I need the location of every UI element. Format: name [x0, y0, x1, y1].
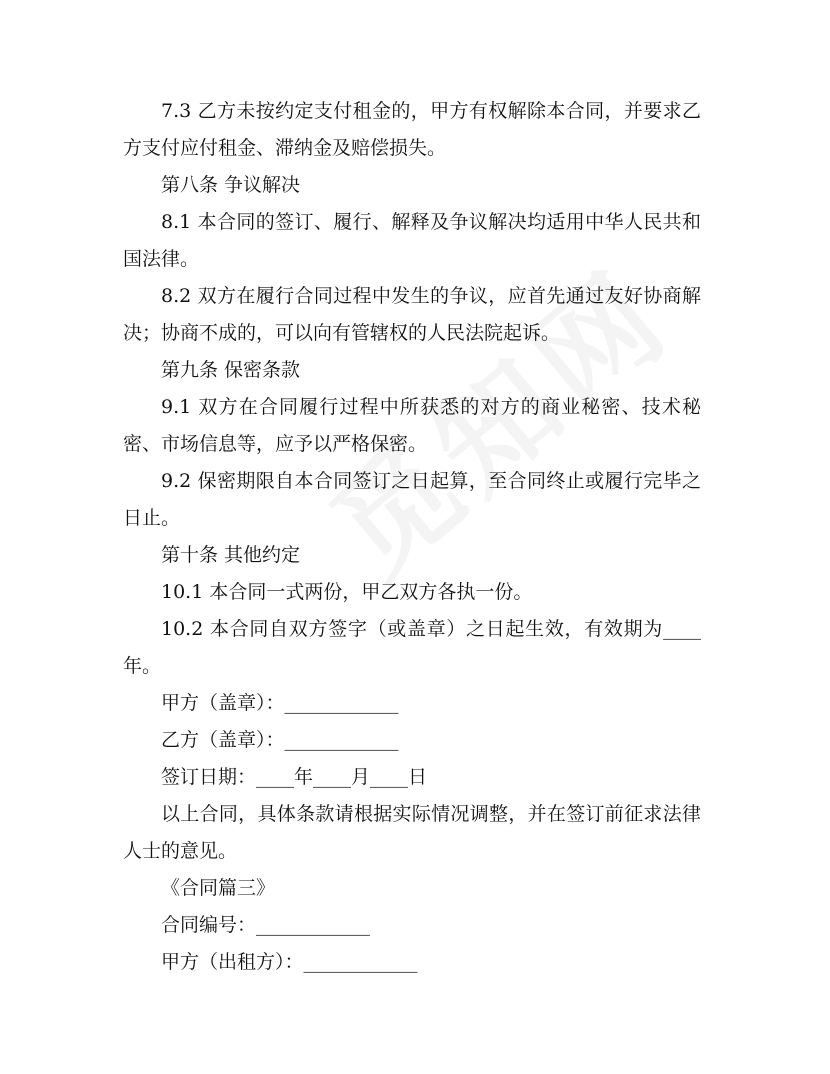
signing-date-line: 签订日期：____年____月____日	[161, 766, 428, 788]
article-8-heading: 第八条 争议解决	[161, 174, 301, 196]
lessor-line: 甲方（出租方）：____________	[161, 951, 418, 973]
document-body	[123, 93, 701, 981]
party-a-seal-line: 甲方（盖章）：____________	[161, 692, 399, 714]
clause-10-2: 10.2 本合同自双方签字（或盖章）之日起生效，有效期为____年。	[123, 618, 701, 677]
closing-note: 以上合同，具体条款请根据实际情况调整，并在签订前征求法律人士的意见。	[123, 803, 701, 862]
section-title-contract-3: 《合同篇三》	[161, 877, 276, 899]
clause-8-2: 8.2 双方在履行合同过程中发生的争议，应首先通过友好协商解决；协商不成的，可以向有管辖权的人民法院起诉。	[123, 285, 701, 344]
article-10-heading: 第十条 其他约定	[161, 544, 301, 566]
article-9-heading: 第九条 保密条款	[161, 359, 301, 381]
party-b-seal-line: 乙方（盖章）：____________	[161, 729, 399, 751]
clause-8-1: 8.1 本合同的签订、履行、解释及争议解决均适用中华人民共和国法律。	[123, 211, 701, 270]
clause-7-3: 7.3 乙方未按约定支付租金的，甲方有权解除本合同，并要求乙方支付应付租金、滞纳金及赔偿损失。	[123, 100, 701, 159]
clause-9-1: 9.1 双方在合同履行过程中所获悉的对方的商业秘密、技术秘密、市场信息等，应予以严格保密。	[123, 396, 701, 455]
clause-10-1: 10.1 本合同一式两份，甲乙双方各执一份。	[161, 581, 533, 603]
clause-9-2: 9.2 保密期限自本合同签订之日起算，至合同终止或履行完毕之日止。	[123, 470, 701, 529]
contract-number-line: 合同编号：____________	[161, 914, 371, 936]
